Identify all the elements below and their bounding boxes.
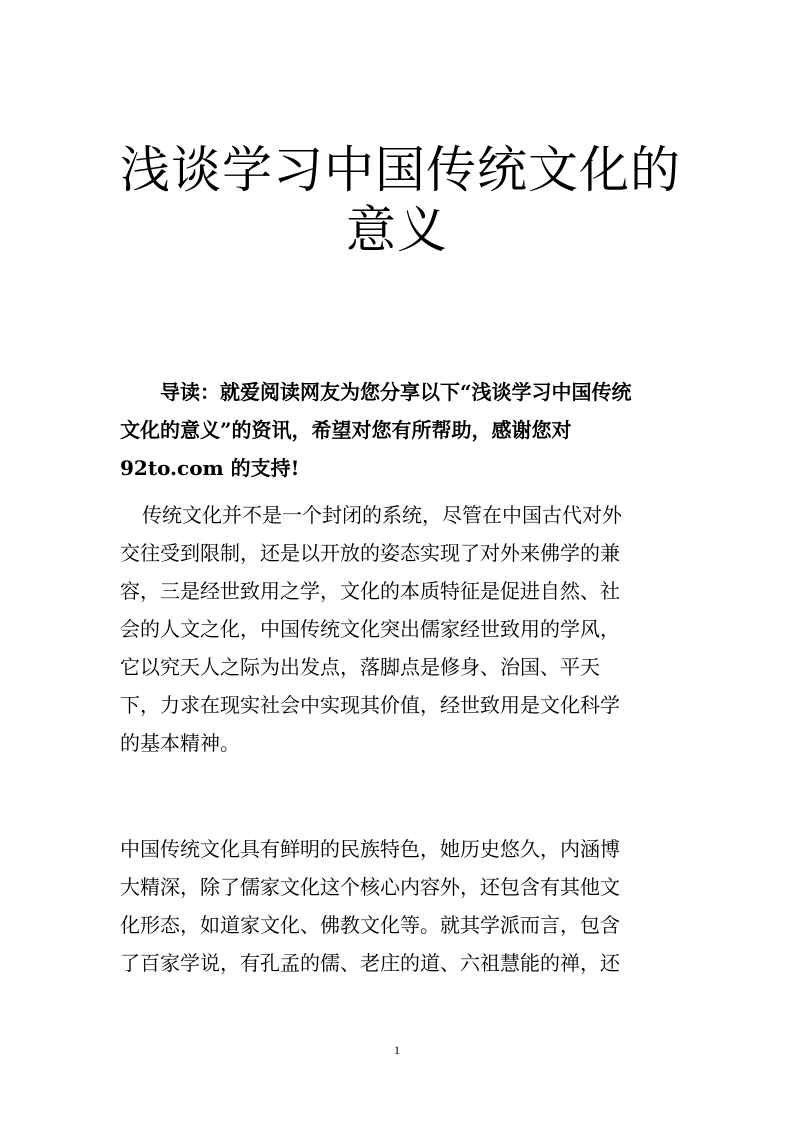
paragraph2-line-4: 了百家学说，有孔孟的儒、老庄的道、六祖慧能的禅，还	[120, 951, 620, 975]
intro-line-1: 导读：就爱阅读网友为您分享以下“浅谈学习中国传统	[160, 380, 632, 404]
intro-line-2: 文化的意义”的资讯，希望对您有所帮助，感谢您对	[120, 418, 572, 442]
paragraph1-line-6: 下，力求在现实社会中实现其价值，经世致用是文化科学	[120, 693, 620, 717]
intro-line-3: 92to.com 的支持!	[120, 456, 300, 480]
paragraph1-line-2: 交往受到限制，还是以开放的姿态实现了对外来佛学的兼	[120, 541, 620, 565]
paragraph1-line-1: 传统文化并不是一个封闭的系统，尽管在中国古代对外	[142, 503, 622, 527]
body-paragraph-2	[120, 830, 674, 982]
intro-paragraph	[120, 373, 674, 487]
paragraph1-line-3: 容，三是经世致用之学，文化的本质特征是促进自然、社	[120, 579, 620, 603]
paragraph2-line-3: 化形态，如道家文化、佛教文化等。就其学派而言，包含	[120, 913, 620, 937]
paragraph1-line-5: 它以究天人之际为出发点，落脚点是修身、治国、平天	[120, 655, 600, 679]
paragraph1-line-7: 的基本精神。	[120, 731, 240, 755]
paragraph2-line-2: 大精深，除了儒家文化这个核心内容外，还包含有其他文	[120, 875, 620, 899]
document-title	[120, 140, 681, 260]
body-paragraph-1	[120, 496, 674, 762]
paragraph1-line-4: 会的人文之化，中国传统文化突出儒家经世致用的学风，	[120, 617, 620, 641]
title-line-2: 意义	[346, 201, 448, 259]
paragraph2-line-1: 中国传统文化具有鲜明的民族特色，她历史悠久，内涵博	[120, 837, 620, 861]
page-number: 1	[394, 1043, 400, 1057]
title-line-1: 浅谈学习中国传统文化的	[120, 141, 681, 199]
